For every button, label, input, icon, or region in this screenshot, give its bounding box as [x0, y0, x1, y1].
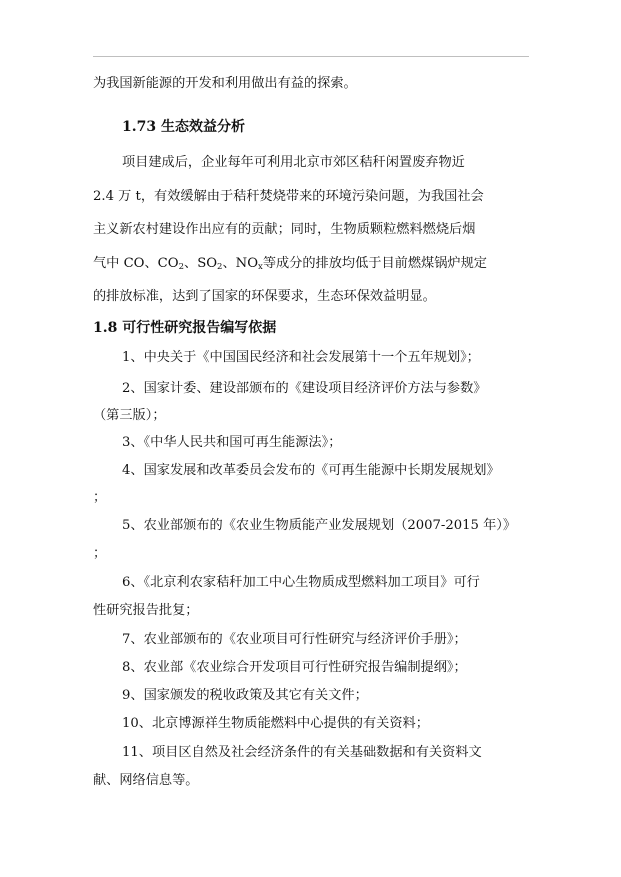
- page-header-rule: [93, 56, 529, 57]
- section-title: 生态效益分析: [160, 119, 245, 135]
- paragraph-line: 项目建成后，企业每年可利用北京市郊区秸秆闲置废弃物近: [122, 155, 465, 170]
- list-item-6-cont: 性研究报告批复；: [93, 603, 199, 618]
- list-item-1: 1、中央关于《中国国民经济和社会发展第十一个五年规划》；: [122, 350, 480, 365]
- list-item-11: 11、项目区自然及社会经济条件的有关基础数据和有关资料文: [122, 745, 482, 760]
- section-number: 1.73: [122, 119, 157, 135]
- paragraph-line: 的排放标准，达到了国家的环保要求，生态环保效益明显。: [93, 289, 436, 304]
- section-heading-1-8: [93, 320, 276, 336]
- section-title: 可行性研究报告编写依据: [122, 320, 277, 336]
- list-item-4: 4、国家发展和改革委员会发布的《可再生能源中长期发展规划》: [122, 463, 500, 478]
- so2-formula: $SO_2$: [197, 256, 223, 272]
- section-heading-1-7-3: [122, 119, 245, 135]
- list-item-9: 9、国家颁发的税收政策及其它有关文件；: [122, 688, 368, 703]
- list-item-4-cont: ；: [93, 490, 107, 505]
- list-item-8: 8、农业部《农业综合开发项目可行性研究报告编制提纲》；: [122, 660, 467, 675]
- emission-line: 气中 CO、$CO_2$、$SO_2$、$NO_x$等成分的排放均低于目前燃煤锅炉规定: [93, 256, 487, 272]
- section-number: 1.8: [93, 320, 118, 336]
- list-item-5-cont: ；: [93, 546, 107, 561]
- co-formula: CO: [123, 256, 145, 271]
- nox-formula: $NO_x$: [235, 256, 263, 272]
- list-item-3: 3、《中华人民共和国可再生能源法》；: [122, 435, 342, 450]
- paragraph-line: 主义新农村建设作出应有的贡献；同时，生物质颗粒燃料燃烧后烟: [93, 222, 476, 237]
- co2-formula: $CO_2$: [157, 256, 184, 272]
- intro-line: 为我国新能源的开发和利用做出有益的探索。: [93, 76, 357, 91]
- list-item-2: 2、国家计委、建设部颁布的《建设项目经济评价方法与参数》: [122, 381, 487, 396]
- list-item-10: 10、北京博源祥生物质能燃料中心提供的有关资料；: [122, 716, 429, 731]
- list-item-6: 6、《北京利农家秸秆加工中心生物质成型燃料加工项目》可行: [122, 575, 480, 590]
- list-item-7: 7、农业部颁布的《农业项目可行性研究与经济评价手册》；: [122, 632, 467, 647]
- list-item-11-cont: 献、网络信息等。: [93, 773, 199, 788]
- paragraph-line: 2.4 万 t，有效缓解由于秸秆焚烧带来的环境污染问题，为我国社会: [93, 189, 484, 204]
- list-item-5: 5、农业部颁布的《农业生物质能产业发展规划（2007-2015 年）》: [122, 518, 517, 533]
- list-item-2-cont: （第三版）；: [93, 408, 166, 423]
